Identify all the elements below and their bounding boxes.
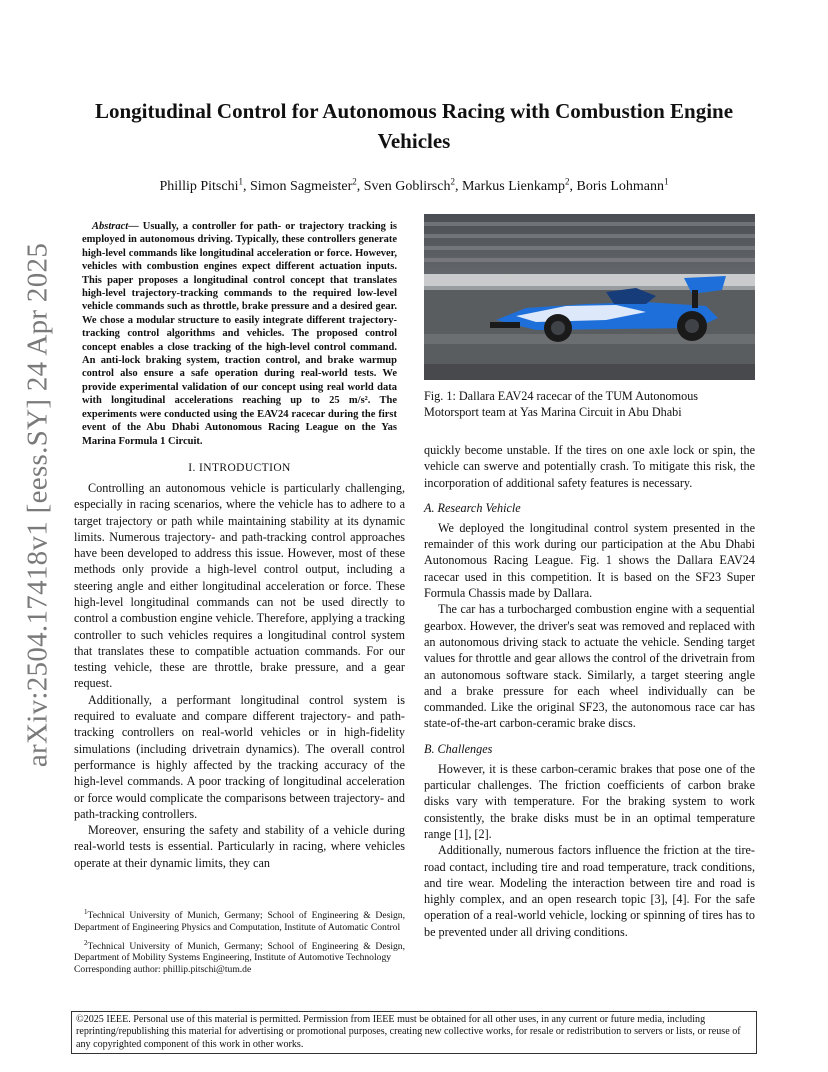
author-list [60, 172, 768, 196]
paragraph: Controlling an autonomous vehicle is particularly challenging, especially in racing scenarios, where the vehicle has to adhere to a target trajectory or path while maintaining stability at its dynamic limits. Numerous trajectory- and path-tracking control approaches have been developed to address this issue. However, most of these methods only provide a high-level control output, including a steering angle and either longitudinal acceleration or force. These high-level longitudinal commands can not be used directly to control a combustion engine vehicle. Therefore, applying a tracking controller to such vehicles requires a longitudinal control system that translates these to compatible actuation commands. For our testing vehicle, these are throttle, brake pressure, and a gear request. [74, 480, 405, 691]
paragraph: We deployed the longitudinal control system presented in the remainder of this work during our participation at the Abu Dhabi Autonomous Racing League. Fig. 1 shows the Dallara EAV24 racecar used in this competition. It is based on the SF23 Super Formula Chassis made by Dallara. [424, 520, 755, 601]
abstract [82, 220, 397, 448]
author: Simon Sagmeister$^2$, [249, 176, 364, 194]
footnote-1: $^1$Technical University of Munich, Germany; School of Engineering & Design, Department of Engineering Physics and Computation, Institute of Automatic Control [74, 908, 405, 933]
copyright-notice: ©2025 IEEE. Personal use of this material is permitted. Permission from IEEE must be obtained for all other uses, in any current or future media, including reprinting/republishing this material for advertising or promotional purposes, creating new collective works, for resale or redistribution to servers or lists, or reuse of any copyrighted component of this work in other works. [71, 1011, 757, 1054]
author: Sven Goblirsch$^2$, [363, 176, 462, 194]
abstract-label: Abstract [92, 221, 129, 232]
author: Boris Lohmann$^1$ [576, 176, 669, 194]
paragraph: quickly become unstable. If the tires on one axle lock or spin, the vehicle can swerve and potentially crash. To mitigate this risk, the incorporation of additional safety features is necessary. [424, 443, 755, 490]
paragraph: The car has a turbocharged combustion engine with a sequential gearbox. However, the driver's seat was removed and replaced with an autonomous driving stack to actuate the vehicle. Sending target values for throttle and gear allows the control of the drivetrain from an autonomous software stack. Similarly, a target steering angle and a brake pressure for each wheel individually can be commanded. Like the original SF23, the autonomous race car has state-of-the-art carbon-ceramic brake discs. [424, 602, 755, 731]
left-column [74, 220, 405, 871]
arxiv-stamp-text: arXiv:2504.17418v1 [eess.SY] 24 Apr 2025 [21, 242, 54, 768]
paragraph: Additionally, numerous factors influence the friction at the tire-road contact, including tire and road temperature, track conditions, and tire wear. Modeling the interaction between tire and road is highly complex, and an open research topic [3], [4]. For the safe operation of a real-world vehicle, locking or spinning of tires has to be prevented under all driving conditions. [424, 843, 755, 939]
figure-racecar-photo [424, 214, 755, 380]
section-heading-introduction: I. INTRODUCTION [188, 461, 291, 474]
footnote-2: $^2$Technical University of Munich, Germany; School of Engineering & Design, Department of Mobility Systems Engineering, Institute of Automotive Technology [74, 938, 405, 964]
corresponding-author: Corresponding author: phillip.pitschi@tum.de [74, 964, 252, 976]
subsection-heading-challenges: B. Challenges [424, 741, 493, 756]
paragraph: Moreover, ensuring the safety and stability of a vehicle during real-world tests is essential. Particularly in racing, where vehicles operate at their dynamic limits, they can [74, 823, 405, 870]
subsection-heading-research-vehicle: A. Research Vehicle [424, 500, 521, 515]
abstract-text: — Usually, a controller for path- or trajectory tracking is employed in autonomous driving. Typically, these controllers generate high-level commands like longitudinal acceleration or force. However, vehicles with combustion engines expect different actuation inputs. This paper proposes a longitudinal control concept that translates high-level trajectory-tracking commands to the required low-level vehicle commands such as throttle, brake pressure and a desired gear. We chose a modular structure to easily integrate different trajectory-tracking control algorithms and vehicles. The proposed control concept enables a close tracking of the high-level control command. An anti-lock braking system, traction control, and brake warmup control also ensure a safe operation during real-world tests. We provide experimental validation of our concept using real world data with longitudinal accelerations reaching up to 25 m/s². The experiments were conducted using the EAV24 racecar during the first event of the Abu Dhabi Autonomous Racing League on the Yas Marina Formula 1 Circuit. [82, 221, 397, 447]
paragraph: However, it is these carbon-ceramic brakes that pose one of the particular challenges. The friction coefficients of carbon brake disks vary with temperature. For the braking system to work consistently, the brake disks must be in an optimal temperature range [1], [2]. [424, 761, 755, 841]
paragraph: Additionally, a performant longitudinal control system is required to evaluate and compare different trajectory- and path-tracking controllers on real-world vehicles or in high-fidelity simulations (including drivetrain dynamics). The overall control performance is highly affected by the tracking accuracy of the high-level commands. A poor tracking of longitudinal acceleration or force would complicate the comparisons between trajectory- and path-tracking controllers. [74, 692, 405, 821]
right-column [424, 214, 755, 940]
figure-caption: Fig. 1: Dallara EAV24 racecar of the TUM Autonomous Motorsport team at Yas Marina Circuit in Abu Dhabi [424, 389, 699, 419]
racecar-photo-icon [424, 214, 755, 380]
paper-title: Longitudinal Control for Autonomous Racing with Combustion Engine Vehicles [94, 99, 734, 153]
footnotes [74, 907, 405, 976]
author: Markus Lienkamp$^2$, [461, 176, 577, 194]
author: Phillip Pitschi$^1$, [159, 176, 250, 194]
